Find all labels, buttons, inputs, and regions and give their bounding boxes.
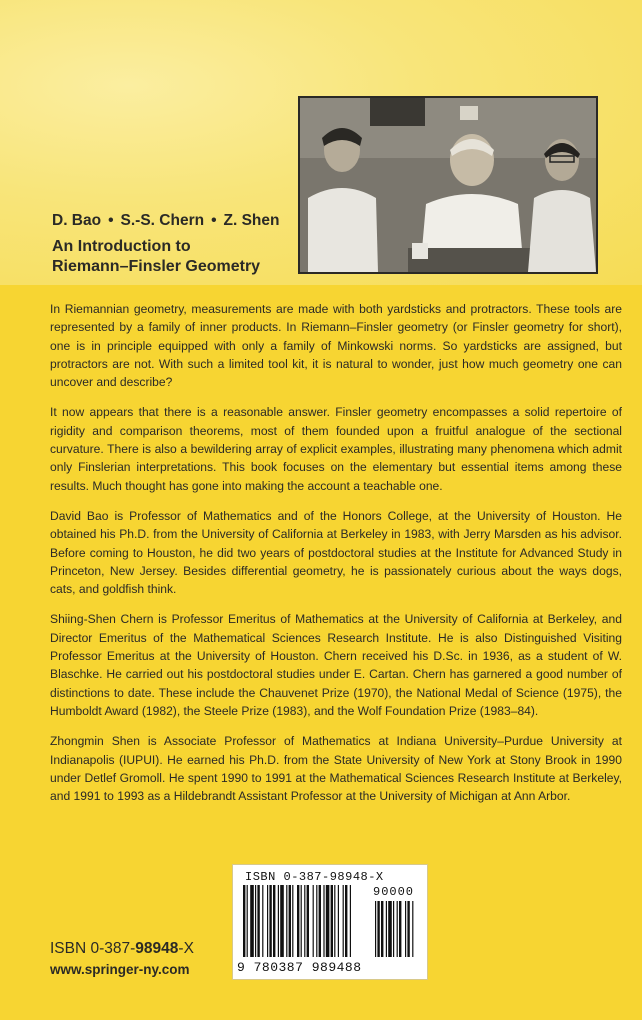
isbn-suffix: -X [178, 940, 194, 957]
barcode-bar [289, 885, 291, 957]
book-title-line-1: An Introduction to [52, 238, 191, 255]
barcode-ean-number: 9 780387 989488 [237, 960, 362, 975]
barcode-addon-bar [393, 901, 394, 957]
barcode-bar [267, 885, 268, 957]
barcode-bar [273, 885, 275, 957]
barcode-addon-bar [377, 901, 379, 957]
barcode-bar [313, 885, 314, 957]
book-title-line-2: Riemann–Finsler Geometry [52, 258, 261, 275]
isbn-prefix: ISBN 0-387- [50, 940, 136, 957]
barcode-bar [278, 885, 279, 957]
barcode-price-code: 90000 [373, 885, 415, 899]
barcode-bar [331, 885, 333, 957]
barcode-label [232, 864, 428, 980]
barcode-bar [280, 885, 284, 957]
author-name: Z. Shen [223, 212, 280, 229]
isbn-bold-part: 98948 [135, 940, 179, 957]
barcode-bar [255, 885, 256, 957]
barcode-bar [250, 885, 254, 957]
barcode-bar [304, 885, 305, 957]
barcode-bar [292, 885, 293, 957]
barcode-bar [323, 885, 324, 957]
author-separator: • [211, 212, 217, 229]
paragraph: It now appears that there is a reasonable answer. Finsler geometry encompasses a solid repertoire of rigidity and comparison theorems, most of them founded upon a fruitful analogue of the sectional curvature. There is also a bewildering array of explicit examples, illustrating many phenomena which admit only Finslerian interpretations. This book focuses on the elementary but essential items among these results. Much thought has gone into making the account a teachable one. [50, 405, 622, 493]
barcode-bar [343, 885, 344, 957]
barcode-bar [269, 885, 271, 957]
barcode-addon-bar [399, 901, 401, 957]
barcode-bar [257, 885, 259, 957]
barcode-addon-bar [386, 901, 387, 957]
author-names [52, 212, 280, 230]
barcode-bars [239, 885, 423, 961]
barcode-bar [286, 885, 287, 957]
author-photo [298, 96, 598, 274]
author-separator: • [108, 212, 114, 229]
barcode-bar [338, 885, 339, 957]
paragraph: Shiing-Shen Chern is Professor Emeritus of Mathematics at the University of California at Berkeley, and Director Emeritus of the Mathematical Sciences Research Institute. He is also Distinguished Visiting Professor Emeritus at the University of Houston. Chern received his D.Sc. in 1936, as a student of W. Blaschke. He carried out his postdoctoral studies under E. Cartan. Chern has garnered a good number of distinctions to date. These include the Chauvenet Prize (1970), the National Medal of Science (1975), the Humboldt Award (1982), the Steele Prize (1983), and the Wolf Foundation Prize (1983–84). [50, 612, 622, 718]
barcode-bar [316, 885, 317, 957]
paragraph: In Riemannian geometry, measurements are made with both yardsticks and protractors. These tools are represented by a family of inner products. In Riemann–Finsler geometry (or Finsler geometry for short), one is in principle equipped with only a family of Minkowski norms. So yardsticks are assigned, but protractors are not. With such a limited tool kit, it is natural to wonder, just how much geometry one can uncover and describe? [50, 302, 622, 390]
isbn-number [50, 940, 194, 958]
author-name: S.-S. Chern [120, 212, 205, 229]
barcode-addon-bar [412, 901, 413, 957]
barcode-bar [319, 885, 321, 957]
paragraph: David Bao is Professor of Mathematics and of the Honors College, at the University of Houston. He obtained his Ph.D. from the University of California at Berkeley in 1983, with Jerry Marsden as his advisor. Before coming to Houston, he did two years of postdoctoral studies at the Institute for Advanced Study in Princeton, New Jersey. Besides differential geometry, he is passionately curious about the ways dogs, cats, and goldfish think. [50, 508, 622, 597]
barcode-addon-bar [407, 901, 409, 957]
barcode-bar [243, 885, 245, 957]
barcode-bar [297, 885, 299, 957]
barcode-bar [350, 885, 351, 957]
publisher-website: www.springer-ny.com [50, 962, 190, 977]
barcode-bar [345, 885, 347, 957]
barcode-bar [262, 885, 263, 957]
barcode-addon-bar [405, 901, 406, 957]
barcode-bar [334, 885, 335, 957]
description-text [50, 300, 622, 817]
barcode-addon-bar [388, 901, 392, 957]
author-name: D. Bao [52, 212, 102, 229]
paragraph: Zhongmin Shen is Associate Professor of Mathematics at Indiana University–Purdue University at Indianapolis (IUPUI). He earned his Ph.D. from the State University of New York at Stony Brook in 1990 under Detlef Gromoll. He spent 1990 to 1991 at the Mathematical Sciences Research Institute at Berkeley, and 1991 to 1993 as a Hildebrandt Assistant Professor at the University of Michigan at Ann Arbor. [50, 734, 622, 804]
barcode-isbn: ISBN 0-387-98948-X [245, 870, 384, 884]
barcode-bar [307, 885, 309, 957]
barcode-addon-bar [381, 901, 383, 957]
barcode-addon-bar [375, 901, 376, 957]
barcode-bar [301, 885, 302, 957]
barcode-bar [247, 885, 248, 957]
barcode-addon-bar [397, 901, 398, 957]
barcode-bar [326, 885, 330, 957]
